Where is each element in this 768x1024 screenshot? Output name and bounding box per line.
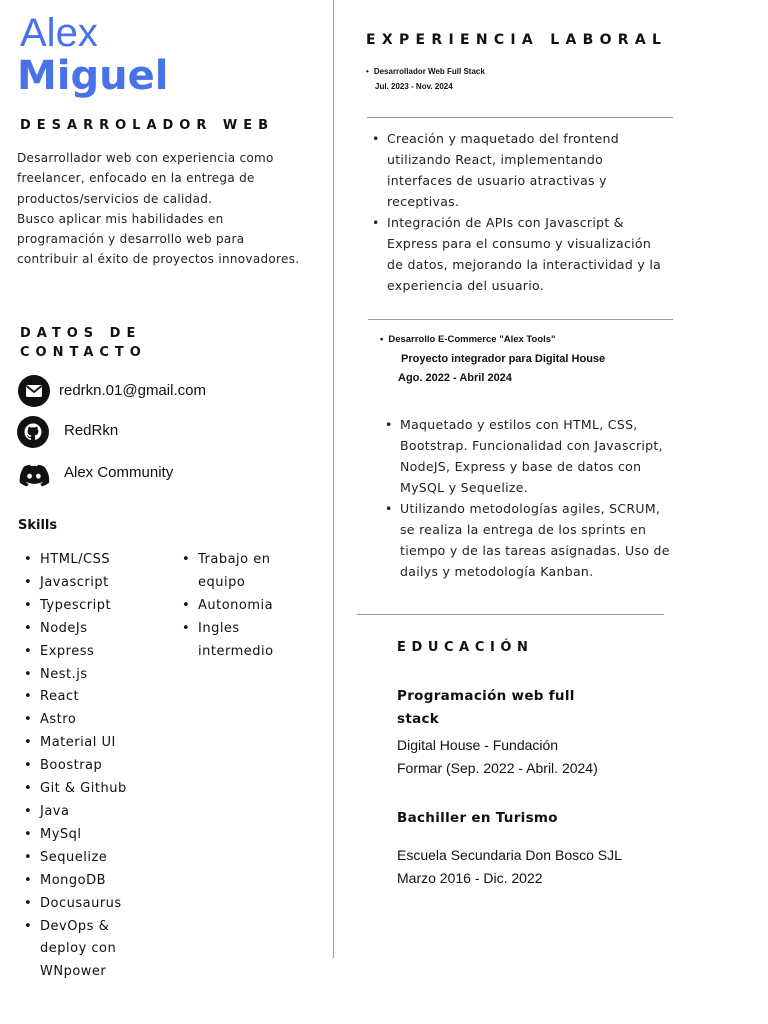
bullet-dot: • [380, 334, 384, 345]
skills-list-technical [18, 549, 178, 984]
education-item-details [397, 844, 622, 890]
skill-item: • MongoDB [18, 870, 178, 893]
skill-item: • Astro [18, 709, 178, 732]
summary-line: Busco aplicar mis habilidades en [17, 211, 224, 226]
bullet-line: utilizando React, implementando [387, 152, 604, 167]
skill-text: equipo [198, 574, 246, 590]
job1-bullet [372, 128, 702, 212]
bullet-line: dailys y metodología Kanban. [400, 564, 594, 579]
skill-item: • Git & Github [18, 778, 178, 801]
skill-item: • HTML/CSS [18, 549, 178, 572]
education-title: EDUCACIÓN [397, 640, 534, 655]
skill-item: • Trabajo en [176, 549, 326, 572]
job2-bullet [385, 498, 715, 582]
bullet-line: • Utilizando metodologías agiles, SCRUM, [400, 501, 661, 516]
skill-item: • Typescript [18, 595, 178, 618]
education-item-title [397, 685, 575, 731]
bullet-line: • Maquetado y estilos con HTML, CSS, [400, 417, 638, 432]
edu-detail-line: Escuela Secundaria Don Bosco SJL [397, 847, 622, 863]
skill-item: • DevOps & [18, 916, 178, 939]
summary-line: productos/servicios de calidad. [17, 191, 213, 206]
job1-bullets [372, 128, 702, 296]
divider-line [368, 319, 673, 320]
skill-item: • Sequelize [18, 847, 178, 870]
experience-title: EXPERIENCIA LABORAL [366, 32, 668, 48]
skill-item: • Express [18, 641, 178, 664]
skill-item: • Boostrap [18, 755, 178, 778]
summary-line: freelancer, enfocado en la entrega de [17, 171, 255, 186]
bullet-line: se realiza la entrega de los sprints en [400, 522, 647, 537]
bullet-line: Bootstrap. Funcionalidad con Javascript, [400, 438, 663, 453]
skill-item: • MySql [18, 824, 178, 847]
skill-item: • Javascript [18, 572, 178, 595]
education-item-title [397, 807, 558, 830]
bullet-line: tiempo y de las tareas asignadas. Uso de [400, 543, 670, 558]
skill-text: deploy con [40, 941, 117, 957]
skill-item-continued [18, 938, 178, 961]
skill-item: • NodeJs [18, 618, 178, 641]
email-icon [18, 375, 50, 407]
skill-text: WNpower [40, 964, 107, 980]
bullet-line: NodeJS, Express y base de datos con [400, 459, 642, 474]
bullet-line: • Creación y maquetado del frontend [387, 131, 619, 146]
skill-item: • Nest.js [18, 664, 178, 687]
github-icon [17, 416, 49, 448]
skill-item: • Autonomia [176, 595, 326, 618]
bullet-line: interfaces de usuario atractivas y [387, 173, 607, 188]
github-link[interactable]: RedRkn [64, 422, 119, 439]
edu-detail-line: Digital House - Fundación [397, 737, 559, 753]
bullet-line: receptivas. [387, 194, 460, 209]
education-item-details [397, 734, 598, 780]
bullet-dot: • [366, 67, 369, 76]
summary-line: contribuir al éxito de proyectos innovadores. [17, 252, 300, 267]
skills-title: Skills [18, 518, 58, 533]
summary-line: Desarrollador web con experiencia como [17, 151, 274, 165]
bullet-line: de datos, mejorando la interactividad y la [387, 257, 662, 272]
skills-list-soft [176, 549, 326, 664]
last-name: Miguel [17, 53, 169, 99]
discord-link[interactable]: Alex Community [64, 464, 174, 481]
discord-icon [18, 458, 50, 490]
job2-bullets [385, 414, 715, 582]
contact-title-line: CONTACTO [20, 345, 147, 360]
edu-detail-line: Formar (Sep. 2022 - Abril. 2024) [397, 760, 598, 776]
skill-item: • Ingles [176, 618, 326, 641]
contact-title-line: DATOS DE [20, 326, 142, 341]
job1-title: Desarrollador Web Full Stack [373, 67, 485, 76]
profile-summary [17, 148, 327, 270]
skill-item: • Java [18, 801, 178, 824]
bullet-line: Express para el consumo y visualización [387, 236, 652, 251]
job1-header [366, 64, 485, 94]
skill-text: intermedio [198, 643, 274, 659]
job2-subtitle: Proyecto integrador para Digital House [401, 353, 606, 365]
divider-line [367, 117, 673, 118]
bullet-line: MySQL y Sequelize. [400, 480, 529, 495]
edu-detail-line: Marzo 2016 - Dic. 2022 [397, 870, 543, 886]
contact-title [20, 324, 147, 362]
skill-item-continued [176, 572, 326, 595]
job2-title: Desarrollo E-Commerce "Alex Tools" [388, 334, 556, 345]
role-title: DESARROLADOR WEB [20, 118, 275, 133]
summary-line: programación y desarrollo web para [17, 232, 245, 247]
first-name: Alex [20, 11, 98, 55]
divider-line [357, 614, 664, 615]
job2-date: Ago. 2022 - Abril 2024 [398, 372, 512, 384]
skill-item: • Material UI [18, 732, 178, 755]
edu-title-line: Programación web full [397, 688, 575, 704]
bullet-line: • Integración de APIs con Javascript & [387, 215, 624, 230]
bullet-line: experiencia del usuario. [387, 278, 544, 293]
edu-title-line: stack [397, 711, 440, 727]
skill-item: • React [18, 686, 178, 709]
skill-item: • Docusaurus [18, 893, 178, 916]
job1-bullet [372, 212, 702, 296]
email-link[interactable]: redrkn.01@gmail.com [59, 382, 206, 399]
job2-bullet [385, 414, 715, 498]
edu-title-line: Bachiller en Turismo [397, 810, 558, 826]
job2-title-row [380, 334, 556, 345]
job1-date: Jul. 2023 - Nov. 2024 [375, 82, 453, 91]
column-divider [333, 0, 334, 958]
skill-item-continued [176, 641, 326, 664]
skill-item-continued [18, 961, 178, 984]
